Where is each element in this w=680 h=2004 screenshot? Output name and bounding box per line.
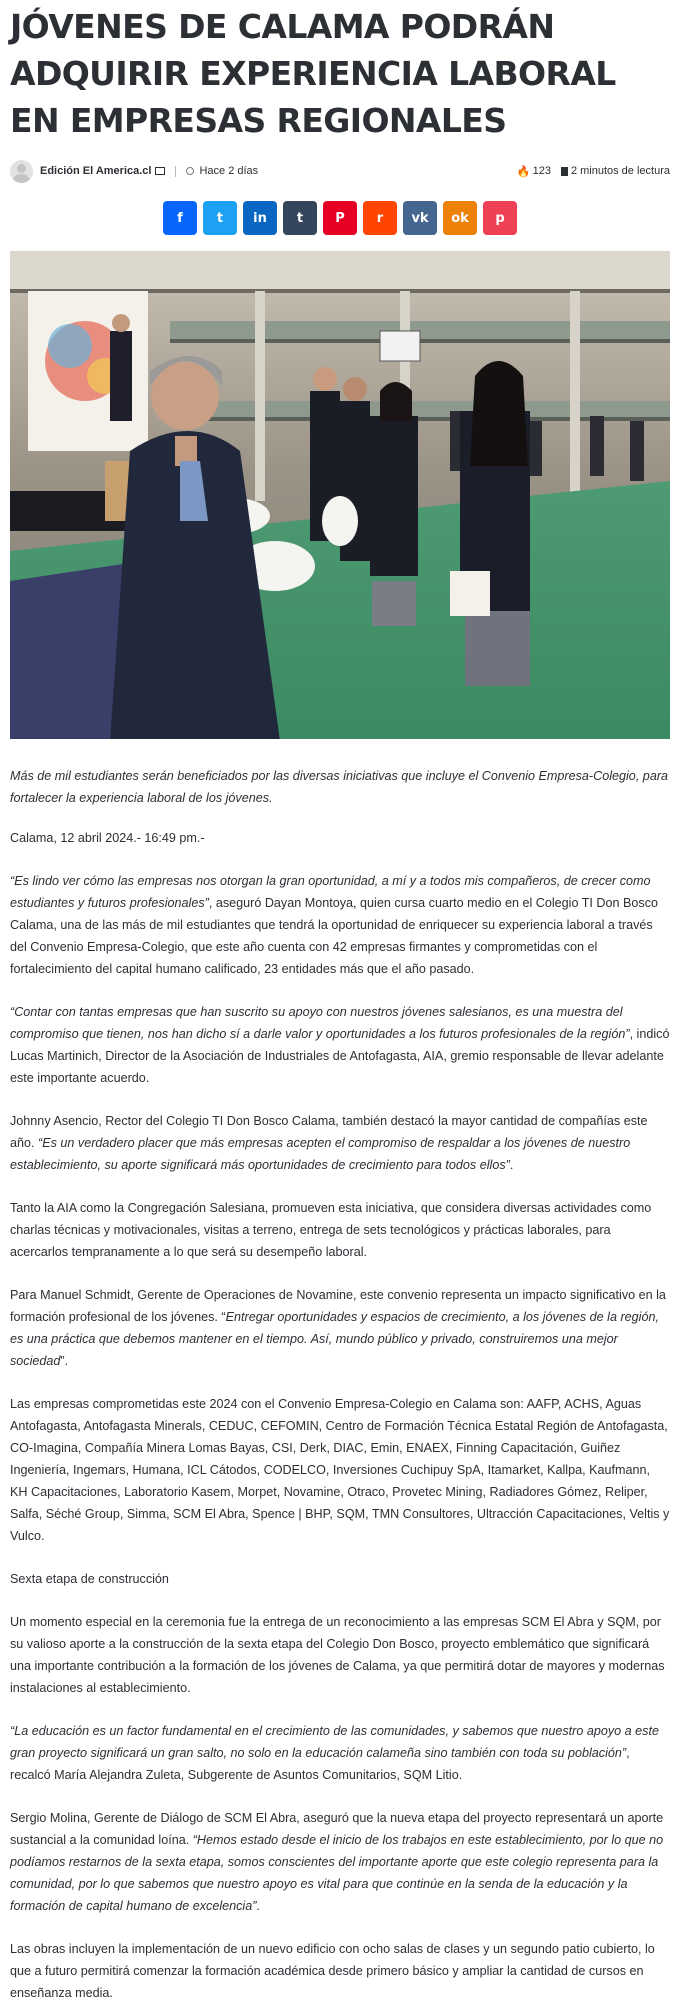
- article-body: [10, 870, 670, 2004]
- paragraph-text: ”.: [60, 1354, 69, 1368]
- paragraph-text: .: [256, 1899, 260, 1913]
- bookmark-icon: [561, 167, 568, 176]
- paragraph-text: , aseguró Dayan Montoya, quien cursa cuarto medio en el Colegio TI Don Bosco Calama, una de las más de mil estudiantes que tendrá la oportunidad de enriquecer su experiencia laboral a través del Convenio Empresa-Colegio, que este año cuenta con 42 empresas firmantes y comprometidas con el fortalecimiento del capital humano calificado, 23 entidades más que el año pasado.: [10, 896, 659, 976]
- facebook-share-button[interactable]: [163, 201, 197, 235]
- author-avatar[interactable]: [10, 160, 33, 183]
- paragraph-quote: Entregar oportunidades y espacios de crecimiento, a los jóvenes de la región, es una práctica que debemos mantener en el tiempo. Así, mundo público y privado, construiremos una mejor sociedad: [10, 1310, 659, 1368]
- paragraph-text: Las empresas comprometidas este 2024 con el Convenio Empresa-Colegio en Calama son: AAFP, ACHS, Aguas Antofagasta, Antofagasta Minerals, CEDUC, CEFOMIN, Centro de Formación Técnica Estatal Región de Antofagasta, CO-Imagina, Compañía Minera Lomas Bayas, CSI, Derk, DIAC, Emin, ENAEX, Finning Capacitación, Guiñez Ingeniería, Ingemars, Humana, ICL Cátodos, CODELCO, Inversiones Cuchipuy SpA, Itamarket, Kallpa, Kaufmann, KH Capacitaciones, Laboratorio Kasem, Morpet, Novamine, Otraco, Provetec Mining, Radiadores Gómez, Reliper, Salfa, Séché Group, Simma, SCM El Abra, Spence | BHP, SQM, TMN Consultores, Ultracción Capacitaciones, Veltis y Vulco.: [10, 1397, 670, 1543]
- paragraph-text: Las obras incluyen la implementación de un nuevo edificio con ocho salas de clases y un segundo patio cubierto, lo que a futuro permitirá comenzar la formación académica desde primero básico y ampliar la cantidad de cursos en enseñanza media.: [10, 1942, 655, 2000]
- article-title: JÓVENES DE CALAMA PODRÁN ADQUIRIR EXPERIENCIA LABORAL EN EMPRESAS REGIONALES: [10, 7, 616, 140]
- article-paragraph: [10, 1720, 670, 1786]
- author-name[interactable]: Edición El America.cl: [40, 165, 152, 177]
- paragraph-quote: “Es un verdadero placer que más empresas acepten el compromiso de respaldar a los jóvenes de nuestro establecimiento, su aporte significará más oportunidades de crecimiento para todos ellos”: [10, 1136, 631, 1172]
- article-paragraph: [10, 870, 670, 980]
- odnoklassniki-icon: ok: [451, 210, 469, 226]
- odnoklassniki-share-button[interactable]: [443, 201, 477, 235]
- meta-left: [10, 160, 258, 183]
- tumblr-icon: t: [296, 210, 304, 226]
- vk-icon: vk: [411, 210, 429, 226]
- article-paragraph: [10, 1938, 670, 2004]
- meta-divider: [175, 166, 176, 177]
- post-time: Hace 2 días: [199, 165, 259, 177]
- reddit-share-button[interactable]: [363, 201, 397, 235]
- paragraph-text: Sexta etapa de construcción: [10, 1572, 169, 1586]
- paragraph-text: Para Manuel Schmidt, Gerente de Operaciones de Novamine, este convenio representa un impacto significativo en la formación profesional de los jóvenes. “: [10, 1288, 666, 1324]
- pinterest-icon: P: [335, 210, 345, 226]
- paragraph-text: Un momento especial en la ceremonia fue la entrega de un reconocimiento a las empresas SCM El Abra y SQM, por su valioso aporte a la construcción de la sexta etapa del Colegio Don Bosco, proyecto emblemático que significará una importante contribución a la formación de los jóvenes de Calama, ya que permitirá dotar de mayores y modernas instalaciones al establecimiento.: [10, 1615, 665, 1695]
- paragraph-text: , indicó Lucas Martinich, Director de la Asociación de Industriales de Antofagasta, AIA, gremio responsable de llevar adelante este importante acuerdo.: [10, 1027, 670, 1085]
- twitter-share-button[interactable]: [203, 201, 237, 235]
- pinterest-share-button[interactable]: [323, 201, 357, 235]
- paragraph-text: , recalcó María Alejandra Zuleta, Subgerente de Asuntos Comunitarios, SQM Litio.: [10, 1746, 630, 1782]
- twitter-icon: t: [216, 210, 224, 226]
- share-buttons: [10, 201, 670, 235]
- vk-share-button[interactable]: [403, 201, 437, 235]
- article-paragraph: [10, 1611, 670, 1699]
- meta-right: [517, 165, 670, 178]
- article-paragraph: [10, 1284, 670, 1372]
- views-count: 123: [532, 165, 551, 177]
- paragraph-quote: “Es lindo ver cómo las empresas nos otorgan la gran oportunidad, a mí y a todos mis compañeros, de crecer como estudiantes y futuros profesionales”: [10, 874, 651, 910]
- clock-icon: [186, 167, 194, 175]
- article-meta: [10, 156, 670, 186]
- dateline: Calama, 12 abril 2024.- 16:49 pm.-: [10, 831, 205, 845]
- paragraph-quote: “La educación es un factor fundamental en el crecimiento de las comunidades, y sabemos que nuestro apoyo a este gran proyecto significará un gran salto, no solo en la educación calameña sino también con toda su población”: [10, 1724, 659, 1760]
- paragraph-text: Tanto la AIA como la Congregación Salesiana, promueven esta iniciativa, que considera diversas actividades como charlas técnicas y motivacionales, visitas a terreno, entrega de sets tecnológicos y prácticas laborales, para acercarlos tempranamente a lo que será su desempeño laboral.: [10, 1201, 652, 1259]
- fire-icon: 🔥: [516, 165, 531, 178]
- reddit-icon: r: [376, 210, 384, 226]
- article-paragraph: [10, 1807, 670, 1917]
- facebook-icon: f: [177, 210, 183, 226]
- tumblr-share-button[interactable]: [283, 201, 317, 235]
- mail-icon[interactable]: [155, 167, 165, 175]
- paragraph-text: Johnny Asencio, Rector del Colegio TI Don Bosco Calama, también destacó la mayor cantidad de compañías este año.: [10, 1114, 648, 1150]
- reading-time: 2 minutos de lectura: [570, 165, 670, 177]
- article-paragraph: [10, 1110, 670, 1176]
- pocket-share-button[interactable]: [483, 201, 517, 235]
- pocket-icon: p: [495, 210, 505, 226]
- photo-caption: Más de mil estudiantes serán beneficiados por las diversas iniciativas que incluye el Convenio Empresa-Colegio, para fortalecer la experiencia laboral de los jóvenes.: [10, 769, 669, 805]
- paragraph-text: Sergio Molina, Gerente de Diálogo de SCM El Abra, aseguró que la nueva etapa del proyecto representará un aporte sustancial a la comunidad loína.: [10, 1811, 664, 1847]
- linkedin-share-button[interactable]: [243, 201, 277, 235]
- paragraph-quote: “Hemos estado desde el inicio de los trabajos en este establecimiento, por lo que no podíamos restarnos de la sexta etapa, somos conscientes del importante aporte que este colegio representa para la comunidad, por lo que sabemos que nuestro apoyo es vital para que continúe en la senda de la educación y la formación de capital humano de excelencia”: [10, 1833, 664, 1913]
- linkedin-icon: in: [253, 210, 267, 226]
- article-paragraph: [10, 1393, 670, 1547]
- article-paragraph: [10, 1001, 670, 1089]
- paragraph-text: .: [509, 1158, 514, 1172]
- paragraph-quote: “Contar con tantas empresas que han suscrito su apoyo con nuestros jóvenes salesianos, es una muestra del compromiso que tienen, nos han dicho sí a darle valor y oportunidades a los futuros profesionales de la región”: [10, 1005, 630, 1041]
- article-paragraph: [10, 1197, 670, 1263]
- article-photo: [10, 251, 670, 739]
- article-paragraph: [10, 1568, 670, 1590]
